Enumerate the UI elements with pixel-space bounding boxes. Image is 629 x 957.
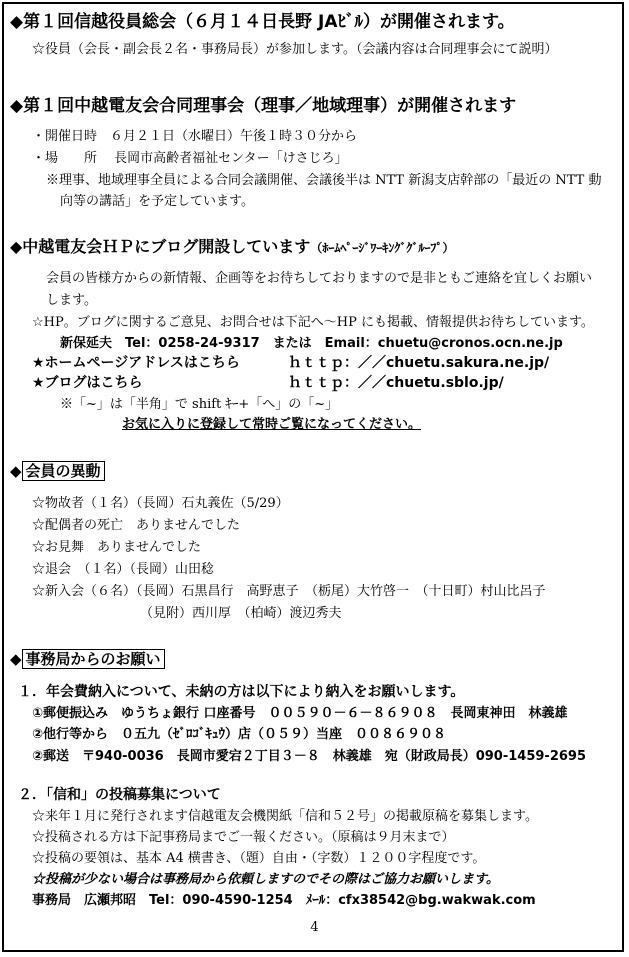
submission-note-1: ☆来年１月に発行されます信越電友会機関紙「信和５２号」の掲載原稿を募集します。 [32, 809, 538, 824]
tilde-note: ※「~」は「半角」で shift ｷｰ+「へ」の「~」 [60, 397, 339, 412]
submission-note-2: ☆投稿される方は下記事務局までご一報ください。（原稿は９月末まで） [32, 830, 455, 845]
member-withdrawn: ☆退会 （１名）（長岡）山田稔 [32, 562, 215, 577]
submission-note-3: ☆投稿の要領は、基本 A4 横書き、（題）自由・（字数）１２００字程度です。 [32, 851, 486, 866]
submission-note-4: ☆投稿が少ない場合は事務局から依頼しますのでその際はご協力お願いします。 [32, 872, 499, 887]
member-sympathy: ☆お見舞 ありませんでした [32, 540, 202, 555]
homepage-url-link[interactable]: ｈｔｔｐ：／／chuetu.sakura.ne.jp/ [288, 355, 550, 371]
member-deceased: ☆物故者（１名）（長岡）石丸義佐（5/29） [32, 496, 289, 511]
blog-label: ★ブログはこちら [32, 375, 143, 391]
heading-board-meeting: ◆第１回中越電友会合同理事会（理事／地域理事）が開催されます [10, 96, 517, 116]
payment-postal-transfer: ①郵便振込み ゆうちょ銀行 口座番号 ００５９０－６－８６９０８ 長岡東神田 林義雄 [32, 706, 568, 721]
heading-office-request-label: 事務局からのお願い [22, 649, 165, 669]
heading-office-request [10, 650, 165, 669]
payment-mail: ②郵送 〒940-0036 長岡市愛宕２丁目３－８ 林義雄 宛（財政局長）090-1459-2695 [32, 749, 587, 764]
heading-executive-meeting: ◆第１回信越役員総会（６月１４日長野 JAﾋﾞﾙ）が開催されます。 [10, 12, 515, 32]
payment-other-bank: ②他行等から ０五九（ｾﾞﾛｺﾞｷｭｳ）店（０５９）当座 ００８６９０８ [32, 727, 447, 742]
blog-paragraph-3: ☆HP。ブログに関するご意見、お問合せは下記へ～HP にも掲載、情報提供お待ちしています。 [32, 315, 594, 330]
heading-blog [10, 238, 454, 257]
submission-heading: ２．「信和」の投稿募集について [18, 787, 221, 803]
homepage-label: ★ホームページアドレスはこちら [32, 355, 240, 371]
heading-office-request-prefix: ◆ [10, 650, 22, 668]
board-meeting-note-1: ※理事、地域理事全員による合同会議開催、会議後半は NTT 新潟支店幹部の「最近の NTT 動 [46, 173, 602, 188]
board-meeting-place: ・場 所 長岡市高齢者福祉センター「けさじろ」 [32, 151, 348, 166]
member-spouse-deaths: ☆配偶者の死亡 ありませんでした [32, 518, 241, 533]
page-number: 4 [310, 920, 319, 935]
blog-url-link[interactable]: ｈｔｔｐ：／／chuetu.sblo.jp/ [288, 375, 504, 391]
bookmark-note: お気に入りに登録して常時ご覧になってください。 [122, 417, 422, 432]
heading-member-changes [10, 462, 105, 481]
board-meeting-date: ・開催日時 ６月２１日（水曜日）午後１時３０分から [32, 129, 358, 144]
blog-contact: 新保延夫 Tel：0258-24-9317 または Email：chuetu@cronos.ocn.ne.jp [60, 336, 563, 351]
member-new-2: （見附）西川厚 （柏崎）渡辺秀夫 [140, 606, 342, 621]
heading-blog-sub: （ﾎｰﾑﾍﾟｰｼﾞﾜｰｷﾝｸﾞｸﾞﾙｰﾌﾟ） [310, 241, 455, 255]
heading-blog-main: ◆中越電友会ＨＰにブログ開設しています [10, 237, 311, 256]
blog-paragraph-1: 会員の皆様方からの新情報、企画等をお待ちしておりますので是非ともご連絡を宜しくお願い [46, 271, 593, 286]
member-new-1: ☆新入会（６名）（長岡）石黒昌行 高野恵子 （栃尾）大竹啓一 （十日町）村山比呂子 [32, 584, 546, 599]
board-meeting-note-2: 向等の講話」を予定しています。 [60, 194, 254, 209]
heading-member-changes-prefix: ◆ [10, 462, 22, 480]
executive-meeting-note: ☆役員（会長・副会長２名・事務局長）が参加します。（会議内容は合同理事会にて説明） [32, 42, 558, 57]
blog-paragraph-2: します。 [46, 293, 97, 308]
office-contact: 事務局 広瀬邦昭 Tel：090-4590-1254 ﾒｰﾙ：cfx38542@bg.wakwak.com [32, 893, 536, 908]
heading-member-changes-label: 会員の異動 [22, 461, 105, 481]
fee-payment-heading: １．年会費納入について、未納の方は以下により納入をお願いします。 [18, 684, 465, 700]
